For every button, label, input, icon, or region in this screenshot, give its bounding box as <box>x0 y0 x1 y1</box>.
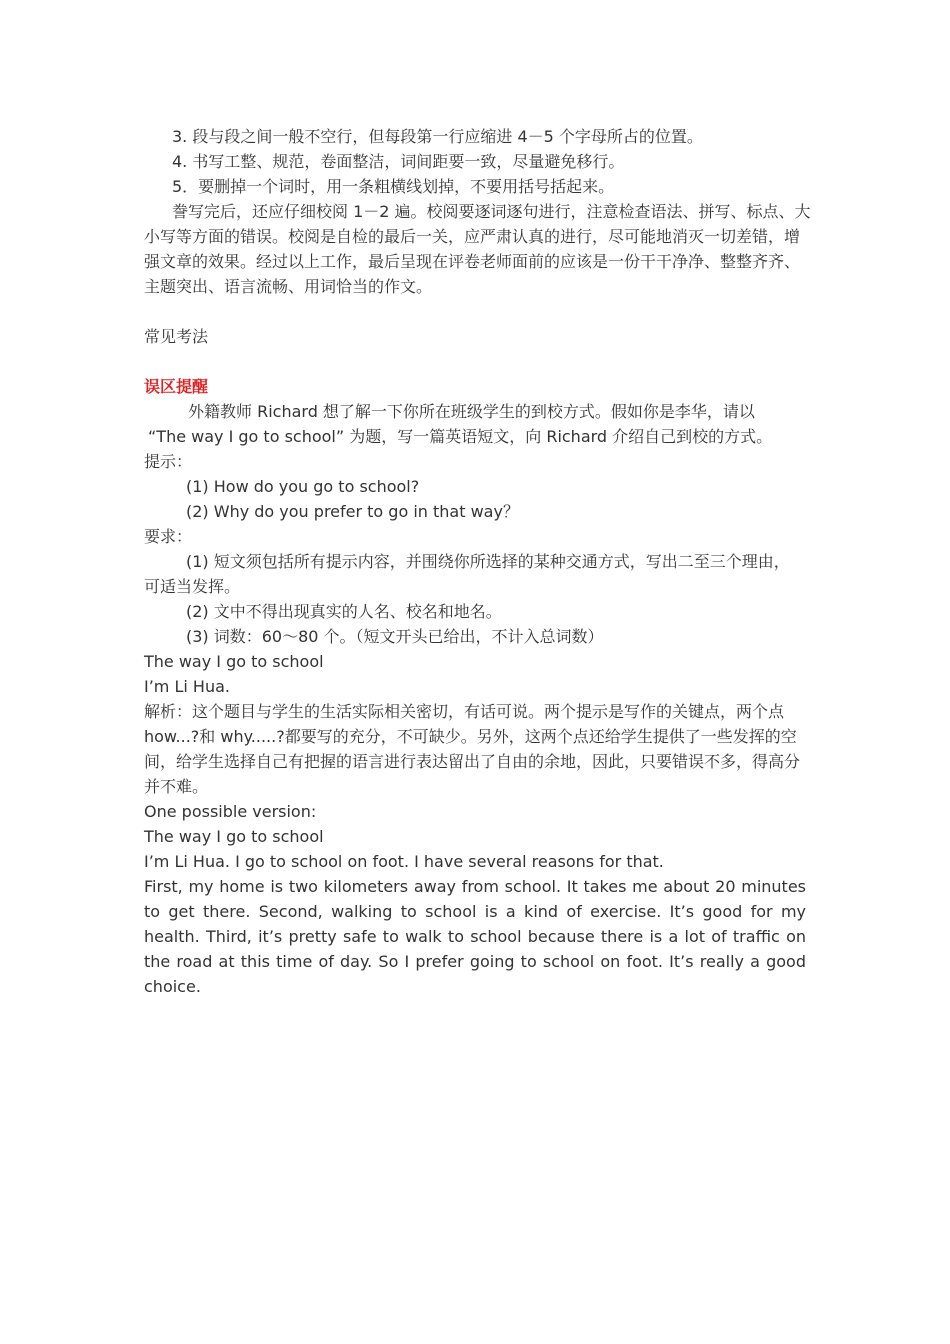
hint-item: (1) How do you go to school? <box>186 477 420 496</box>
paragraph-line: 强文章的效果。经过以上工作，最后呈现在评卷老师面前的应该是一份干干净净、整整齐齐、 <box>144 252 801 271</box>
task-paragraph <box>144 399 806 449</box>
proofreading-paragraph <box>144 199 811 299</box>
given-opening: I’m Li Hua. <box>144 677 230 696</box>
requirement-item: (1) 短文须包括所有提示内容，并围绕你所选择的某种交通方式，写出二至三个理由， <box>186 552 790 571</box>
rule-item-5: 5．要删掉一个词时，用一条粗横线划掉，不要用括号括起来。 <box>172 177 615 196</box>
spacer <box>144 349 806 374</box>
common-test-heading: 常见考法 <box>144 327 209 346</box>
spacer <box>144 299 806 324</box>
rule-item-3: 3. 段与段之间一般不空行，但每段第一行应缩进 4－5 个字母所占的位置。 <box>172 127 703 146</box>
paragraph-line: 小写等方面的错误。校阅是自检的最后一关，应严肃认真的进行，尽可能地消灭一切差错，增 <box>144 227 801 246</box>
rule-item-4: 4. 书写工整、规范，卷面整洁，词间距要一致，尽量避免移行。 <box>172 152 625 171</box>
version-intro: I’m Li Hua. I go to school on foot. I have several reasons for that. <box>144 852 664 871</box>
requirements-label: 要求： <box>144 527 193 546</box>
mistake-reminder-heading: 误区提醒 <box>144 377 209 396</box>
given-title: The way I go to school <box>144 652 324 671</box>
analysis-line: 间，给学生选择自己有把握的语言进行表达留出了自由的余地，因此，只要错误不多，得高分 <box>144 752 801 771</box>
analysis-line: 并不难。 <box>144 777 209 796</box>
version-body: First, my home is two kilometers away from school. It takes me about 20 minutes to get there. Second, walking to school is a kind of exercise. It’s good for my health. Third, it’s pretty safe to walk to school because there is a lot of traffic on the road at this time of day. So I prefer going to school on foot. It’s really a good choice. <box>144 877 806 996</box>
version-title: The way I go to school <box>144 827 324 846</box>
hint-item: (2) Why do you prefer to go in that way？ <box>186 502 519 521</box>
analysis-paragraph <box>144 699 806 799</box>
task-line: 外籍教师 Richard 想了解一下你所在班级学生的到校方式。假如你是李华，请以 <box>188 402 755 421</box>
hints-label: 提示： <box>144 452 193 471</box>
analysis-line: 解析：这个题目与学生的生活实际相关密切，有话可说。两个提示是写作的关键点，两个点 <box>144 702 785 721</box>
analysis-line: how...?和 why.....?都要写的充分，不可缺少。另外，这两个点还给学生提供了一些发挥的空 <box>144 727 797 746</box>
requirement-item: (2) 文中不得出现真实的人名、校名和地名。 <box>186 602 502 621</box>
requirement-item-continuation: 可适当发挥。 <box>144 577 241 596</box>
requirement-item: (3) 词数：60～80 个。（短文开头已给出，不计入总词数） <box>186 627 604 646</box>
task-line: “The way I go to school” 为题，写一篇英语短文，向 Richard 介绍自己到校的方式。 <box>148 427 773 446</box>
paragraph-line: 誊写完后，还应仔细校阅 1－2 遍。校阅要逐词逐句进行，注意检查语法、拼写、标点、大 <box>172 202 811 221</box>
document-page <box>144 124 811 999</box>
paragraph-line: 主题突出、语言流畅、用词恰当的作文。 <box>144 277 433 296</box>
version-label: One possible version: <box>144 802 317 821</box>
